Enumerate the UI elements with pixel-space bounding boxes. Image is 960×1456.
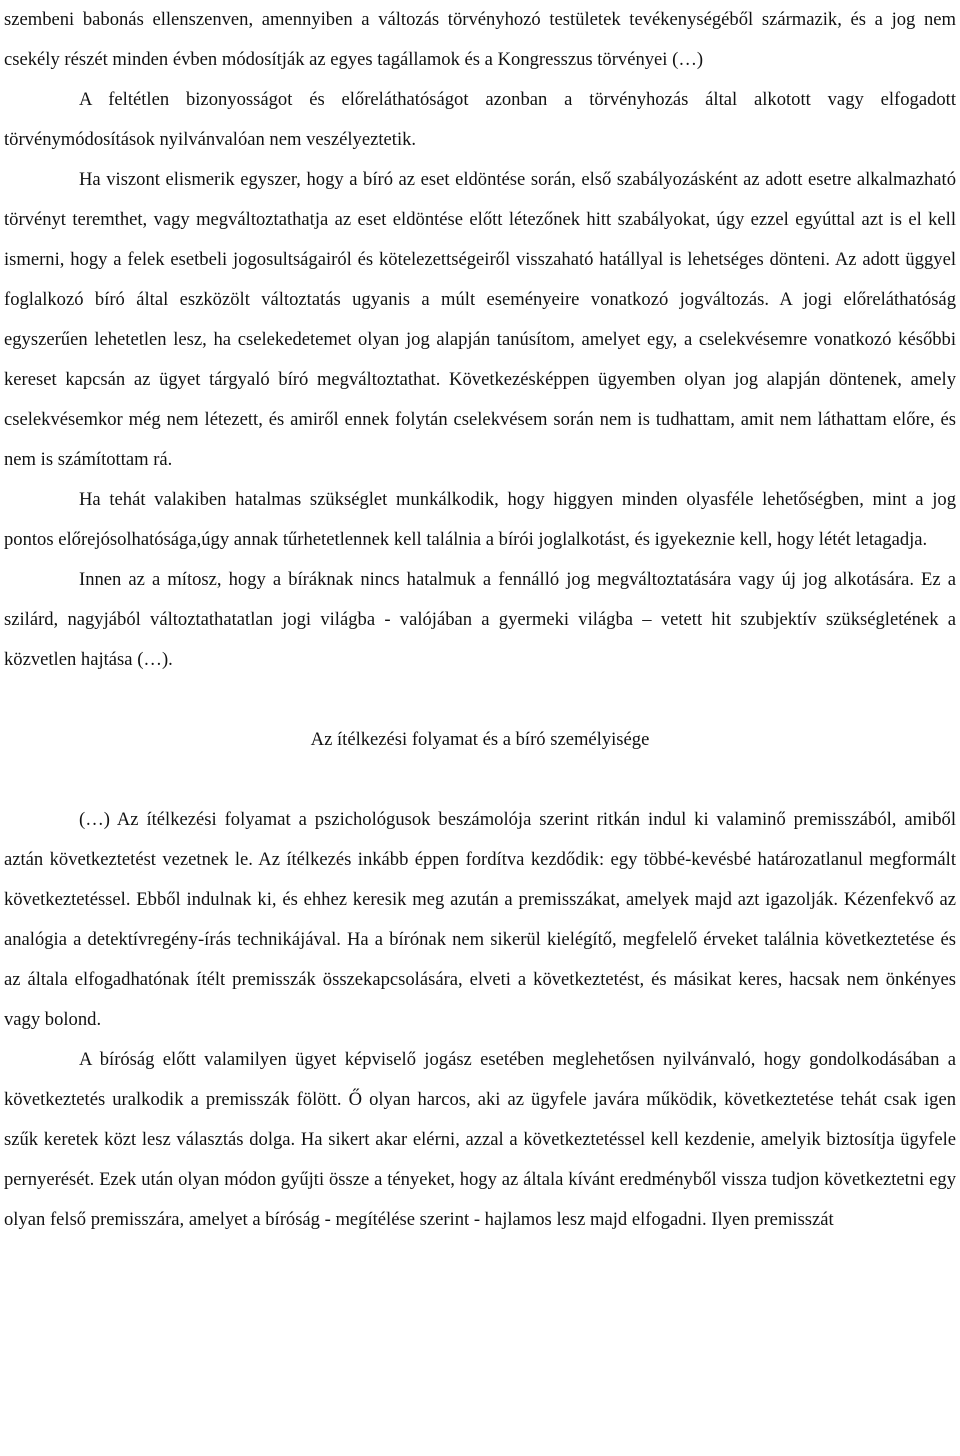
document-page <box>4 0 956 1240</box>
paragraph: Innen az a mítosz, hogy a bíráknak nincs hatalmuk a fennálló jog megváltoztatására vagy új jog alkotására. Ez a szilárd, nagyjából változtathatatlan jogi világba - valójában a gyermeki világba – vetett hit szubjektív szükségletének a közvetlen hajtása (…). <box>4 569 956 670</box>
spacer <box>4 760 956 800</box>
paragraph: (…) Az ítélkezési folyamat a pszichológusok beszámolója szerint ritkán indul ki valaminő premisszából, amiből aztán következtetést vezetnek le. Az ítélkezés inkább éppen fordítva kezdődik: egy többé-kevésbé határozatlanul megformált következtetéssel. Ebből indulnak ki, és ehhez keresik meg azután a premisszákat, amelyek majd azt igazolják. Kézenfekvő az analógia a detektívregény-írás technikájával. Ha a bírónak nem sikerül kielégítő, megfelelő érveket találnia következtetése és az általa elfogadhatónak ítélt premisszák összekapcsolására, elveti a következtetést, és másikat keres, hacsak nem önkényes vagy bolond. <box>4 809 956 1030</box>
paragraph-continuation: szembeni babonás ellenszenven, amennyiben a változás törvényhozó testületek tevékenységéből származik, és a jog nem csekély részét minden évben módosítják az egyes tagállamok és a Kongresszus törvényei (…) <box>4 9 956 70</box>
section-heading: Az ítélkezési folyamat és a bíró személyisége <box>310 729 650 750</box>
paragraph: A bíróság előtt valamilyen ügyet képviselő jogász esetében meglehetősen nyilvánvaló, hogy gondolkodásában a következtetés uralkodik a premisszák fölött. Ő olyan harcos, aki az ügyfele javára működik, következtetése tehát csak igen szűk keretek közt lesz választás dolga. Ha sikert akar elérni, azzal a következtetéssel kell kezdenie, amelyik biztosítja ügyfele pernyerését. Ezek után olyan módon gyűjti össze a tényeket, hogy az általa kívánt eredményből vissza tudjon következtetni egy olyan felső premisszára, amelyet a bíróság - megítélése szerint - hajlamos lesz majd elfogadni. Ilyen premisszát <box>4 1049 956 1230</box>
paragraph: A feltétlen bizonyosságot és előreláthatóságot azonban a törvényhozás által alkotott vagy elfogadott törvénymódosítások nyilvánvalóan nem veszélyeztetik. <box>4 89 956 150</box>
paragraph: Ha tehát valakiben hatalmas szükséglet munkálkodik, hogy higgyen minden olyasféle lehetőségben, mint a jog pontos előrejósolhatósága,úgy annak tűrhetetlennek kell találnia a bírói joglalkotást, és igyekeznie kell, hogy létét letagadja. <box>4 489 956 550</box>
paragraph: Ha viszont elismerik egyszer, hogy a bíró az eset eldöntése során, első szabályozásként az adott esetre alkalmazható törvényt teremthet, vagy megváltoztathatja az eset eldöntése előtt létezőnek hitt szabályokat, úgy ezzel egyúttal azt is el kell ismerni, hogy a felek esetbeli jogosultságairól és kötelezettségeiről visszaható hatállyal is lehetséges dönteni. Az adott üggyel foglalkozó bíró által eszközölt változtatás ugyanis a múlt eseményeire vonatkozó jogváltozás. A jogi előreláthatóság egyszerűen lehetetlen lesz, ha cselekedetemet olyan jog alapján tanúsítom, amelyet egy, a cselekvésemre vonatkozó későbbi kereset kapcsán az ügyet tárgyaló bíró megváltoztathat. Következésképpen ügyemben olyan jog alapján döntenek, amely cselekvésemkor még nem létezett, és amiről ennek folytán cselekvésem során nem is tudhattam, amit nem láthattam előre, és nem is számítottam rá. <box>4 169 956 470</box>
spacer <box>4 680 956 720</box>
